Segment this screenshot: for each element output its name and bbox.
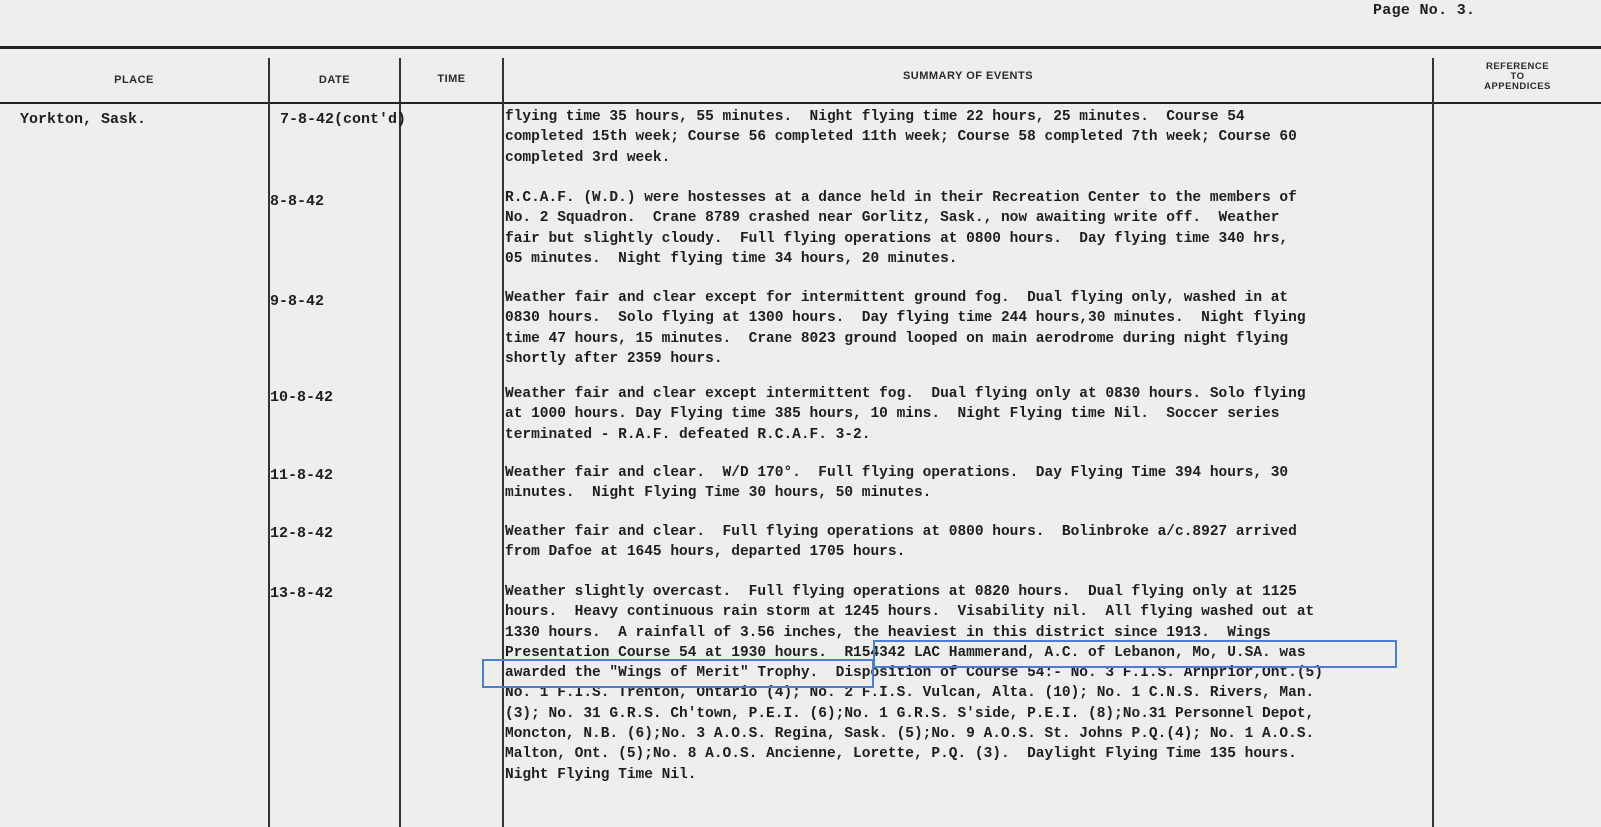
summary-line: flying time 35 hours, 55 minutes. Night flying time 22 hours, 25 minutes. Course 54 — [505, 109, 1245, 125]
header-place: PLACE — [114, 74, 154, 86]
summary-line: Weather fair and clear. Full flying operations at 0800 hours. Bolinbroke a/c.8927 arrived — [505, 524, 1297, 540]
header-summary: SUMMARY OF EVENTS — [902, 70, 1034, 82]
summary-line: terminated - R.A.F. defeated R.C.A.F. 3-2. — [505, 426, 871, 443]
summary-line: 0830 hours. Solo flying at 1300 hours. Day flying time 244 hours,30 minutes. Night flying — [505, 310, 1306, 327]
header-reference-line: REFERENCE — [1485, 61, 1550, 72]
summary-line: Weather fair and clear except intermittent fog. Dual flying only at 0830 hours. Solo flying — [505, 386, 1306, 402]
summary-line: completed 15th week; Course 56 completed 11th week; Course 58 completed 7th week; Course 60 — [505, 129, 1297, 146]
column-divider-time — [502, 58, 504, 827]
summary-entry — [505, 288, 1410, 369]
highlight-box — [873, 640, 1397, 668]
summary-entry — [505, 107, 1410, 168]
summary-line: Weather fair and clear except for intermittent ground fog. Dual flying only, washed in at — [505, 290, 1289, 306]
date-cell: 9-8-42 — [270, 293, 325, 310]
summary-line: 05 minutes. Night flying time 34 hours, 20 minutes. — [505, 250, 958, 267]
summary-line: No. 1 F.I.S. Trenton, Ontario (4); No. 2 F.I.S. Vulcan, Alta. (10); No. 1 C.N.S. Rivers, Man. — [505, 685, 1315, 702]
header-reference-line: APPENDICES — [1484, 81, 1551, 92]
summary-entry — [505, 384, 1410, 445]
date-cell: 8-8-42 — [270, 193, 325, 210]
summary-line: shortly after 2359 hours. — [505, 350, 723, 367]
header-reference — [1434, 62, 1601, 92]
summary-line: from Dafoe at 1645 hours, departed 1705 hours. — [505, 544, 906, 561]
summary-line: hours. Heavy continuous rain storm at 1245 hours. Visability nil. All flying washed out at — [505, 604, 1315, 621]
summary-line: Weather slightly overcast. Full flying operations at 0820 hours. Dual flying only at 1125 — [505, 584, 1297, 600]
summary-line: R.C.A.F. (W.D.) were hostesses at a dance held in their Recreation Center to the members of — [505, 190, 1297, 206]
date-cell: 10-8-42 — [270, 389, 334, 406]
summary-line: completed 3rd week. — [505, 149, 671, 166]
header-date: DATE — [318, 74, 351, 86]
summary-line: Presentation Course 54 at 1930 hours. R154342 LAC Hammerand, A.C. of Lebanon, Mo, U.SA. was — [505, 644, 1306, 661]
summary-line: at 1000 hours. Day Flying time 385 hours, 10 mins. Night Flying time Nil. Soccer series — [505, 406, 1280, 423]
column-divider-summary — [1432, 58, 1434, 827]
summary-line: awarded the "Wings of Merit" Trophy. Disposition of Course 54:- No. 3 F.I.S. Arnprior,Ont.(5) — [505, 665, 1323, 682]
summary-line: Night Flying Time Nil. — [505, 766, 697, 783]
summary-line: time 47 hours, 15 minutes. Crane 8023 ground looped on main aerodrome during night flying — [505, 330, 1289, 347]
summary-entry — [505, 188, 1410, 269]
header-time: TIME — [437, 73, 466, 85]
place-cell: Yorkton, Sask. — [20, 111, 147, 128]
column-divider-place — [268, 58, 270, 827]
summary-line: No. 2 Squadron. Crane 8789 crashed near Gorlitz, Sask., now awaiting write off. Weather — [505, 210, 1280, 227]
date-cell: 11-8-42 — [270, 467, 334, 484]
date-cell: 12-8-42 — [270, 525, 334, 542]
summary-line: Moncton, N.B. (6);No. 3 A.O.S. Regina, Sask. (5);No. 9 A.O.S. St. Johns P.Q.(4); No. 1 A.O.S. — [505, 726, 1315, 743]
summary-line: Weather fair and clear. W/D 170°. Full flying operations. Day Flying Time 394 hours, 30 — [505, 465, 1289, 481]
summary-line: (3); No. 31 G.R.S. Ch'town, P.E.I. (6);No. 1 G.R.S. S'side, P.E.I. (8);No.31 Personnel Depot, — [505, 705, 1315, 722]
summary-line: minutes. Night Flying Time 30 hours, 50 minutes. — [505, 485, 932, 502]
summary-entry — [505, 522, 1410, 563]
top-rule — [0, 46, 1601, 49]
highlight-box — [482, 659, 874, 688]
header-rule — [0, 102, 1601, 104]
summary-line: Malton, Ont. (5);No. 8 A.O.S. Ancienne, Lorette, P.Q. (3). Daylight Flying Time 135 hours. — [505, 746, 1297, 763]
date-cell: 13-8-42 — [270, 585, 334, 602]
summary-line: 1330 hours. A rainfall of 3.56 inches, the heaviest in this district since 1913. Wings — [505, 624, 1271, 641]
summary-line: fair but slightly cloudy. Full flying operations at 0800 hours. Day flying time 340 hrs, — [505, 230, 1289, 247]
column-divider-date — [399, 58, 401, 827]
header-reference-line: TO — [1510, 71, 1525, 82]
summary-entry — [505, 463, 1410, 504]
page-number: Page No. 3. — [1373, 2, 1476, 19]
date-cell: 7-8-42(cont'd) — [280, 111, 407, 128]
